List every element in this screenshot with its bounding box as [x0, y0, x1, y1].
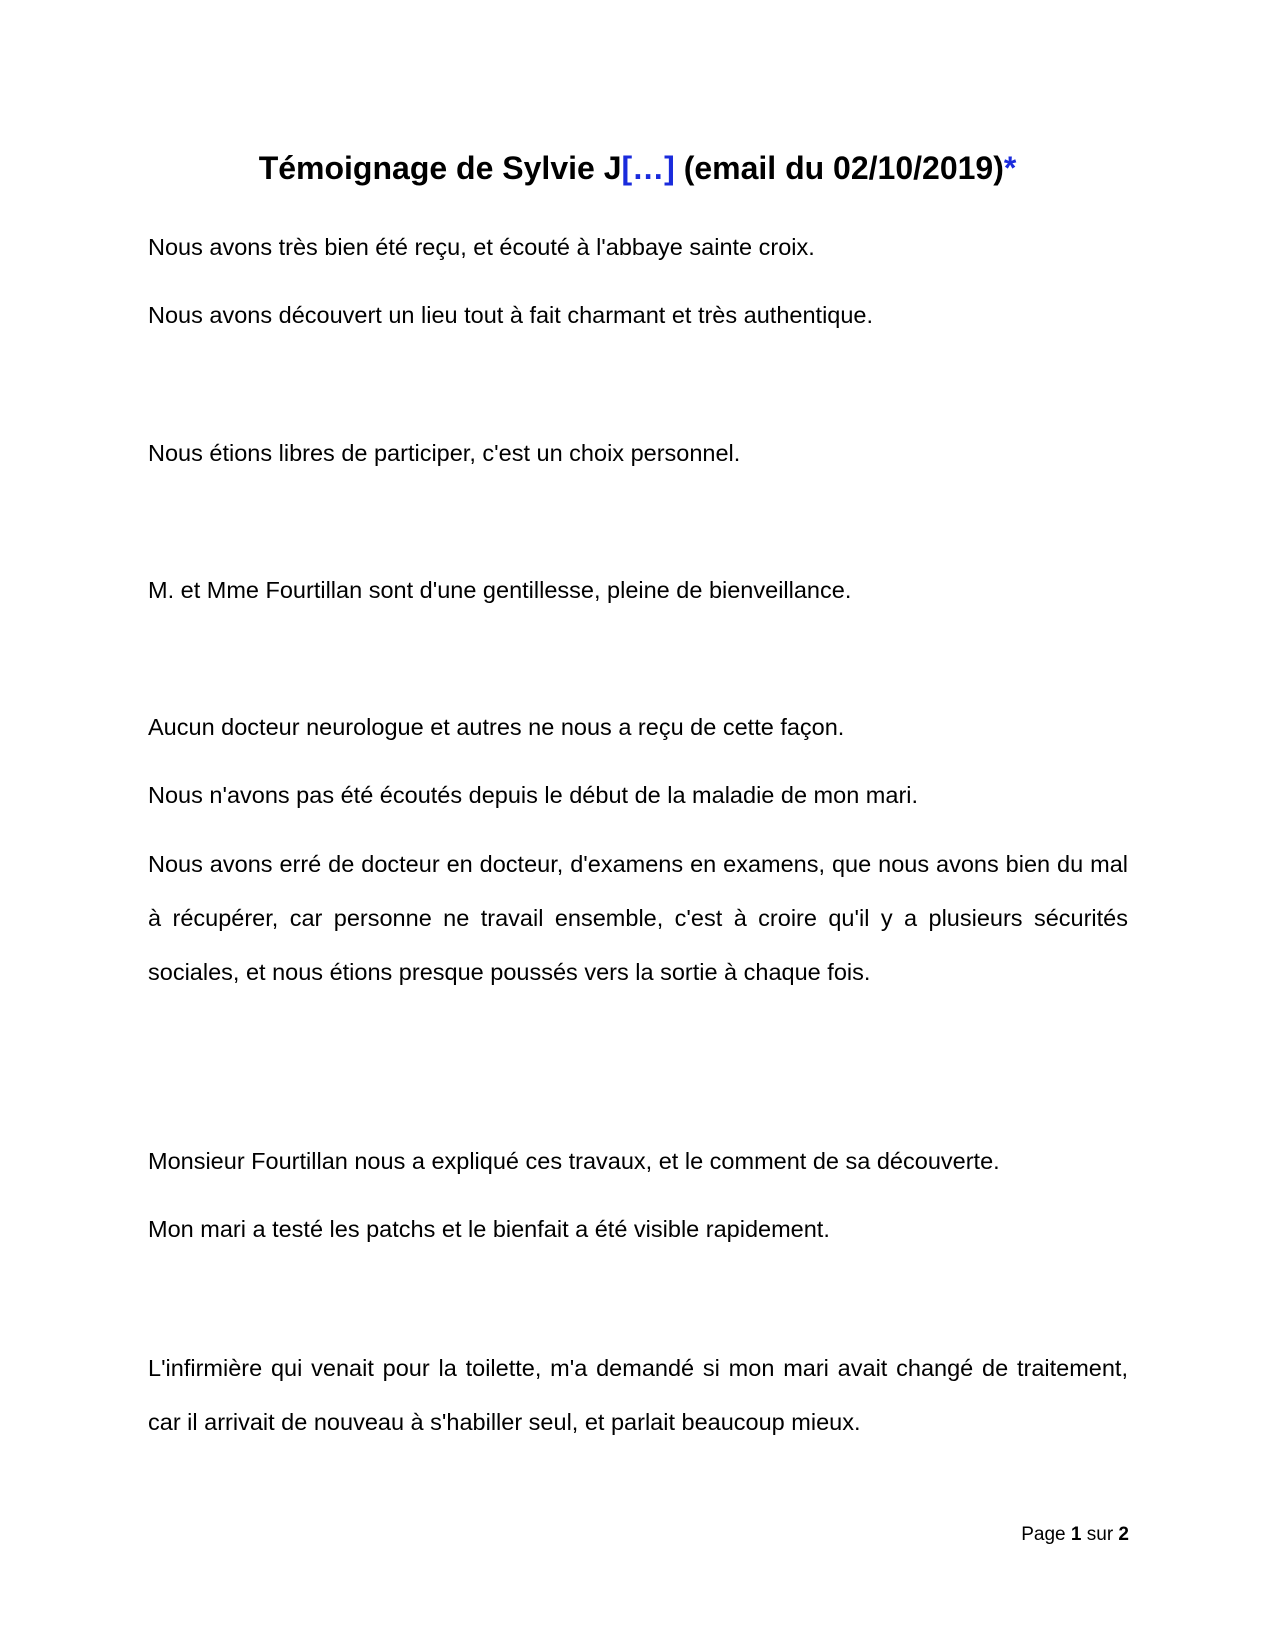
- paragraph: Aucun docteur neurologue et autres ne nous a reçu de cette façon.: [148, 714, 845, 740]
- paragraph: L'infirmière qui venait pour la toilette, m'a demandé si mon mari avait changé de traitement, car il arrivait de nouveau à s'habiller seul, et parlait beaucoup mieux.: [148, 1355, 1128, 1435]
- paragraph: Nous avons erré de docteur en docteur, d'examens en examens, que nous avons bien du mal à récupérer, car personne ne travail ensemble, c'est à croire qu'il y a plusieurs sécurités sociales, et nous étions presque poussés vers la sortie à chaque fois.: [148, 851, 1128, 985]
- paragraph: Nous avons très bien été reçu, et écouté à l'abbaye sainte croix.: [148, 234, 815, 260]
- page-sep: sur: [1081, 1524, 1119, 1545]
- paragraph: Nous avons découvert un lieu tout à fait charmant et très authentique.: [148, 302, 874, 328]
- paragraph: Monsieur Fourtillan nous a expliqué ces travaux, et le comment de sa découverte.: [148, 1148, 1000, 1174]
- paragraph: M. et Mme Fourtillan sont d'une gentillesse, pleine de bienveillance.: [148, 577, 852, 603]
- page-number: [1021, 1523, 1129, 1547]
- title-asterisk: *: [1003, 150, 1017, 186]
- page-label: Page: [1021, 1524, 1071, 1545]
- title-redaction: […]: [621, 150, 675, 186]
- page-total: 2: [1118, 1524, 1129, 1545]
- page-current: 1: [1070, 1524, 1082, 1545]
- paragraph: Nous étions libres de participer, c'est un choix personnel.: [148, 440, 741, 466]
- paragraph: Nous n'avons pas été écoutés depuis le début de la maladie de mon mari.: [148, 782, 919, 808]
- title-main: Témoignage de Sylvie J: [258, 150, 622, 186]
- page-title: [0, 148, 1275, 188]
- title-suffix: (email du 02/10/2019): [674, 150, 1004, 186]
- paragraph: Mon mari a testé les patchs et le bienfait a été visible rapidement.: [148, 1216, 830, 1242]
